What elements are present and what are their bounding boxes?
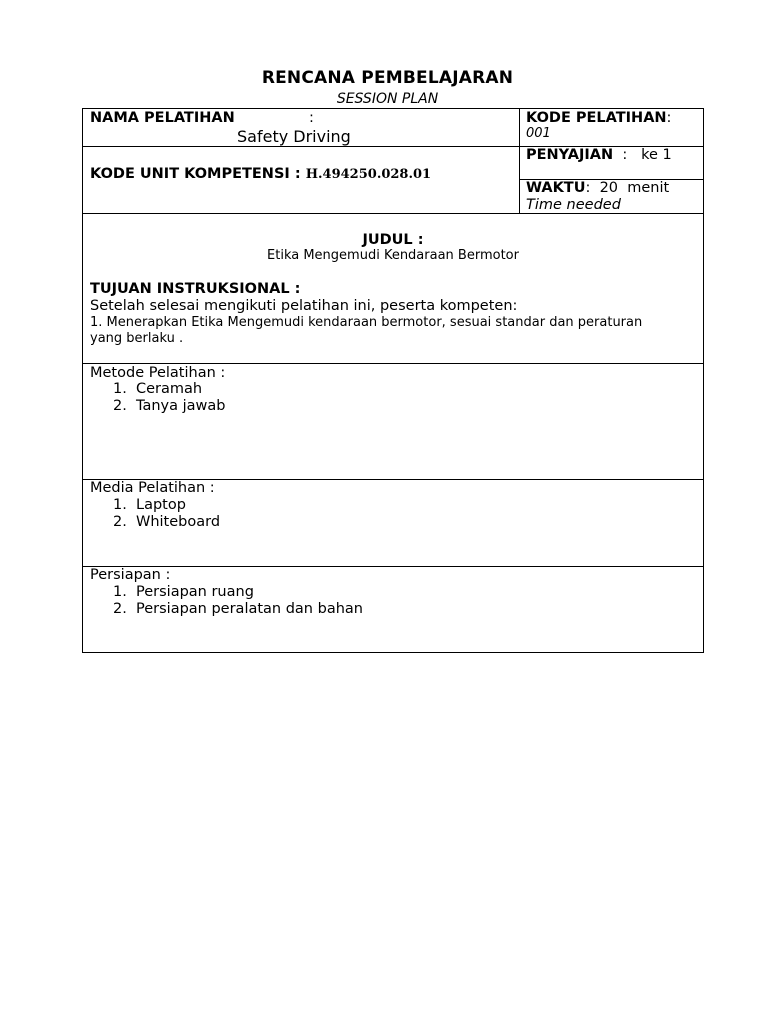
tujuan-objective-line: yang berlaku . xyxy=(90,331,184,346)
list-item-number: 2. xyxy=(113,601,127,617)
list-item xyxy=(113,497,220,514)
penyajian-colon: : xyxy=(622,147,628,163)
kode-pelatihan-label: KODE PELATIHAN xyxy=(526,110,667,126)
waktu-colon: : xyxy=(585,180,591,196)
nama-pelatihan-value: Safety Driving xyxy=(237,127,351,146)
document-title: RENCANA PEMBELAJARAN xyxy=(261,68,514,88)
row-divider xyxy=(82,363,704,364)
tujuan-objective-line: 1. Menerapkan Etika Mengemudi kendaraan bermotor, sesuai standar dan peraturan xyxy=(90,315,643,330)
persiapan-list xyxy=(113,584,363,618)
penyajian-value: ke 1 xyxy=(641,147,672,163)
list-item-text: Laptop xyxy=(136,497,186,513)
waktu-value: 20 xyxy=(599,180,619,196)
media-list xyxy=(113,497,220,531)
kode-pelatihan-heading xyxy=(526,110,671,126)
list-item-text: Tanya jawab xyxy=(136,398,226,414)
list-item-text: Ceramah xyxy=(136,381,203,397)
list-item xyxy=(113,398,225,415)
document-subtitle: SESSION PLAN xyxy=(336,91,439,107)
list-item-number: 2. xyxy=(113,514,127,530)
nama-pelatihan-colon: : xyxy=(309,110,314,126)
list-item-number: 2. xyxy=(113,398,127,414)
waktu-unit: menit xyxy=(627,180,670,196)
kode-unit-value: H.494250.028.01 xyxy=(305,167,432,182)
judul-value: Etika Mengemudi Kendaraan Bermotor xyxy=(267,248,519,263)
list-item xyxy=(113,601,363,618)
list-item xyxy=(113,584,363,601)
persiapan-label: Persiapan : xyxy=(90,567,171,583)
judul-label: JUDUL : xyxy=(362,232,424,248)
kode-unit-label: KODE UNIT KOMPETENSI : xyxy=(90,166,301,182)
list-item xyxy=(113,381,225,398)
kode-pelatihan-value: 001 xyxy=(526,126,551,141)
list-item-number: 1. xyxy=(113,497,127,513)
list-item-text: Persiapan ruang xyxy=(136,584,254,600)
list-item-text: Persiapan peralatan dan bahan xyxy=(136,601,363,617)
row-divider xyxy=(82,566,704,567)
list-item-number: 1. xyxy=(113,381,127,397)
list-item xyxy=(113,514,220,531)
tujuan-label: TUJUAN INSTRUKSIONAL : xyxy=(90,281,301,297)
metode-list xyxy=(113,381,225,415)
metode-label: Metode Pelatihan : xyxy=(90,365,226,381)
column-divider xyxy=(519,108,520,214)
row-divider xyxy=(82,213,704,214)
waktu-label: WAKTU xyxy=(526,180,586,196)
waktu-heading xyxy=(526,180,669,196)
waktu-subtitle: Time needed xyxy=(526,197,621,213)
list-item-text: Whiteboard xyxy=(136,514,221,530)
penyajian-heading xyxy=(526,147,672,163)
list-item-number: 1. xyxy=(113,584,127,600)
media-label: Media Pelatihan : xyxy=(90,480,215,496)
nama-pelatihan-label: NAMA PELATIHAN xyxy=(90,110,235,126)
tujuan-intro: Setelah selesai mengikuti pelatihan ini, peserta kompeten: xyxy=(90,298,518,314)
penyajian-label: PENYAJIAN xyxy=(526,147,614,163)
kode-pelatihan-colon: : xyxy=(666,110,672,126)
kode-unit-heading xyxy=(90,163,431,182)
